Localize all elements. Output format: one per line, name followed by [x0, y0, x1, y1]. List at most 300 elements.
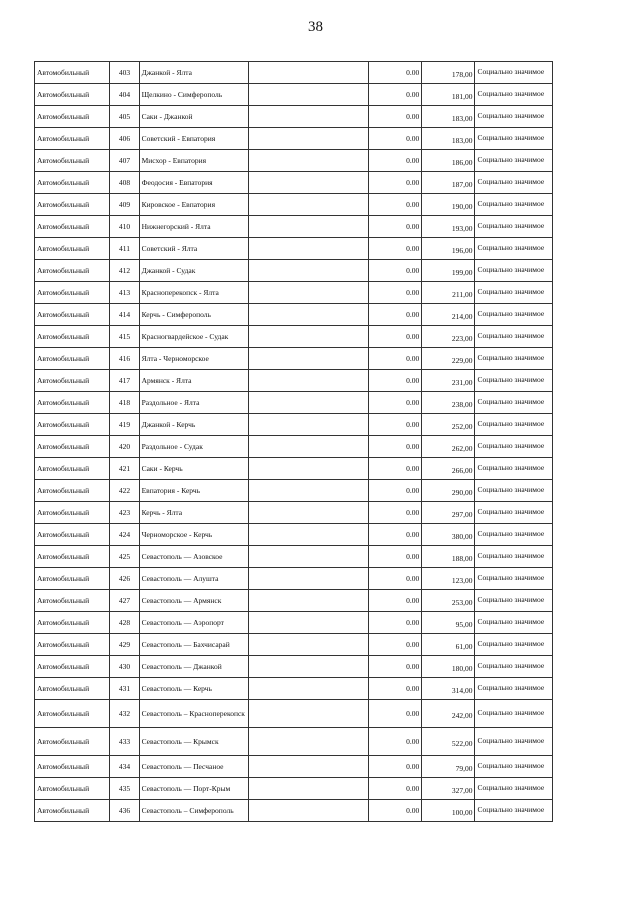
value-1-cell: 0.00	[368, 728, 421, 756]
status-cell: Социально значимое	[475, 700, 553, 728]
table-row	[35, 282, 553, 304]
transport-type-cell: Автомобильный	[35, 546, 110, 568]
table-row	[35, 304, 553, 326]
value-1-cell: 0.00	[368, 260, 421, 282]
route-name-cell: Саки - Джанкой	[139, 106, 249, 128]
status-cell: Социально значимое	[475, 370, 553, 392]
value-1-cell: 0.00	[368, 282, 421, 304]
route-name-cell: Щелкино - Симферополь	[139, 84, 249, 106]
value-1-cell: 0.00	[368, 238, 421, 260]
value-2-cell	[422, 414, 475, 436]
transport-type-cell: Автомобильный	[35, 106, 110, 128]
empty-cell	[249, 282, 369, 304]
empty-cell	[249, 458, 369, 480]
route-name-cell: Севастополь — Крымск	[139, 728, 249, 756]
empty-cell	[249, 414, 369, 436]
value-1-cell: 0.00	[368, 304, 421, 326]
route-number-cell: 418	[110, 392, 139, 414]
value-2-cell	[422, 480, 475, 502]
empty-cell	[249, 502, 369, 524]
empty-cell	[249, 172, 369, 194]
value-1-cell: 0.00	[368, 612, 421, 634]
table-row	[35, 84, 553, 106]
status-cell: Социально значимое	[475, 524, 553, 546]
transport-type-cell: Автомобильный	[35, 326, 110, 348]
value-2-cell	[422, 282, 475, 304]
value-2-cell	[422, 634, 475, 656]
transport-type-cell: Автомобильный	[35, 260, 110, 282]
status-cell: Социально значимое	[475, 216, 553, 238]
value-1-cell: 0.00	[368, 700, 421, 728]
empty-cell	[249, 634, 369, 656]
transport-type-cell: Автомобильный	[35, 414, 110, 436]
value-1-cell: 0.00	[368, 756, 421, 778]
value-2-cell	[422, 800, 475, 822]
value-2-text: 180,00	[451, 664, 473, 673]
empty-cell	[249, 524, 369, 546]
status-cell: Социально значимое	[475, 194, 553, 216]
value-1-cell: 0.00	[368, 590, 421, 612]
route-name-cell: Кировское - Евпатория	[139, 194, 249, 216]
value-2-text: 522,00	[451, 739, 473, 748]
value-2-text: 252,00	[451, 422, 473, 431]
value-1-cell: 0.00	[368, 128, 421, 150]
route-name-cell: Раздольное - Ялта	[139, 392, 249, 414]
value-2-cell	[422, 106, 475, 128]
empty-cell	[249, 194, 369, 216]
route-name-cell: Нижнегорский - Ялта	[139, 216, 249, 238]
table-row	[35, 612, 553, 634]
transport-type-cell: Автомобильный	[35, 238, 110, 260]
table-row	[35, 348, 553, 370]
value-2-text: 61,00	[455, 642, 473, 651]
value-2-cell	[422, 728, 475, 756]
value-2-cell	[422, 778, 475, 800]
value-2-cell	[422, 128, 475, 150]
value-2-text: 100,00	[451, 808, 473, 817]
transport-type-cell: Автомобильный	[35, 728, 110, 756]
route-number-cell: 435	[110, 778, 139, 800]
transport-type-cell: Автомобильный	[35, 304, 110, 326]
status-cell: Социально значимое	[475, 678, 553, 700]
value-1-cell: 0.00	[368, 458, 421, 480]
empty-cell	[249, 62, 369, 84]
value-1-cell: 0.00	[368, 480, 421, 502]
status-cell: Социально значимое	[475, 128, 553, 150]
value-2-text: 242,00	[451, 711, 473, 720]
table-row	[35, 590, 553, 612]
status-cell: Социально значимое	[475, 568, 553, 590]
table-row	[35, 260, 553, 282]
value-1-cell: 0.00	[368, 634, 421, 656]
value-2-cell	[422, 172, 475, 194]
transport-type-cell: Автомобильный	[35, 800, 110, 822]
value-2-text: 211,00	[452, 290, 473, 299]
value-2-cell	[422, 348, 475, 370]
value-2-text: 231,00	[451, 378, 473, 387]
status-cell: Социально значимое	[475, 282, 553, 304]
table-row	[35, 392, 553, 414]
table-row	[35, 150, 553, 172]
route-name-cell: Керчь - Симферополь	[139, 304, 249, 326]
status-cell: Социально значимое	[475, 480, 553, 502]
status-cell: Социально значимое	[475, 326, 553, 348]
status-cell: Социально значимое	[475, 436, 553, 458]
status-cell: Социально значимое	[475, 778, 553, 800]
value-2-cell	[422, 612, 475, 634]
route-name-cell: Черноморское - Керчь	[139, 524, 249, 546]
transport-type-cell: Автомобильный	[35, 590, 110, 612]
table-row	[35, 568, 553, 590]
value-2-text: 380,00	[451, 532, 473, 541]
routes-table	[34, 61, 553, 822]
table-row	[35, 800, 553, 822]
status-cell: Социально значимое	[475, 172, 553, 194]
value-2-text: 178,00	[451, 70, 473, 79]
empty-cell	[249, 106, 369, 128]
transport-type-cell: Автомобильный	[35, 756, 110, 778]
transport-type-cell: Автомобильный	[35, 480, 110, 502]
table-row	[35, 778, 553, 800]
value-2-cell	[422, 304, 475, 326]
value-1-cell: 0.00	[368, 326, 421, 348]
table-row	[35, 326, 553, 348]
route-name-cell: Севастополь — Аэропорт	[139, 612, 249, 634]
status-cell: Социально значимое	[475, 150, 553, 172]
empty-cell	[249, 370, 369, 392]
table-row	[35, 656, 553, 678]
value-1-cell: 0.00	[368, 216, 421, 238]
value-1-cell: 0.00	[368, 436, 421, 458]
value-1-cell: 0.00	[368, 800, 421, 822]
value-1-cell: 0.00	[368, 778, 421, 800]
table-row	[35, 216, 553, 238]
route-number-cell: 419	[110, 414, 139, 436]
status-cell: Социально значимое	[475, 756, 553, 778]
value-2-cell	[422, 700, 475, 728]
route-name-cell: Феодосия - Евпатория	[139, 172, 249, 194]
table-row	[35, 172, 553, 194]
route-name-cell: Красноперекопск - Ялта	[139, 282, 249, 304]
route-name-cell: Раздольное - Судак	[139, 436, 249, 458]
value-2-text: 238,00	[451, 400, 473, 409]
route-name-cell: Севастополь — Керчь	[139, 678, 249, 700]
value-2-cell	[422, 502, 475, 524]
empty-cell	[249, 756, 369, 778]
value-1-cell: 0.00	[368, 392, 421, 414]
empty-cell	[249, 150, 369, 172]
transport-type-cell: Автомобильный	[35, 436, 110, 458]
transport-type-cell: Автомобильный	[35, 84, 110, 106]
route-number-cell: 414	[110, 304, 139, 326]
status-cell: Социально значимое	[475, 392, 553, 414]
transport-type-cell: Автомобильный	[35, 194, 110, 216]
empty-cell	[249, 728, 369, 756]
transport-type-cell: Автомобильный	[35, 458, 110, 480]
empty-cell	[249, 348, 369, 370]
empty-cell	[249, 260, 369, 282]
empty-cell	[249, 216, 369, 238]
route-number-cell: 433	[110, 728, 139, 756]
status-cell: Социально значимое	[475, 590, 553, 612]
routes-table-body	[35, 62, 553, 822]
value-1-cell: 0.00	[368, 546, 421, 568]
value-1-cell: 0.00	[368, 172, 421, 194]
value-2-text: 297,00	[451, 510, 473, 519]
route-number-cell: 423	[110, 502, 139, 524]
transport-type-cell: Автомобильный	[35, 128, 110, 150]
status-cell: Социально значимое	[475, 502, 553, 524]
value-2-text: 266,00	[451, 466, 473, 475]
empty-cell	[249, 700, 369, 728]
value-2-cell	[422, 458, 475, 480]
value-2-text: 214,00	[451, 312, 473, 321]
empty-cell	[249, 612, 369, 634]
table-row	[35, 678, 553, 700]
transport-type-cell: Автомобильный	[35, 524, 110, 546]
route-name-cell: Севастополь – Симферополь	[139, 800, 249, 822]
transport-type-cell: Автомобильный	[35, 370, 110, 392]
table-row	[35, 546, 553, 568]
route-number-cell: 429	[110, 634, 139, 656]
route-name-cell: Мисхор - Евпатория	[139, 150, 249, 172]
status-cell: Социально значимое	[475, 546, 553, 568]
table-row	[35, 194, 553, 216]
route-name-cell: Ялта - Черноморское	[139, 348, 249, 370]
status-cell: Социально значимое	[475, 84, 553, 106]
transport-type-cell: Автомобильный	[35, 700, 110, 728]
route-name-cell: Севастополь — Бахчисарай	[139, 634, 249, 656]
route-number-cell: 403	[110, 62, 139, 84]
route-name-cell: Джанкой - Ялта	[139, 62, 249, 84]
route-number-cell: 434	[110, 756, 139, 778]
table-row	[35, 436, 553, 458]
value-2-text: 223,00	[451, 334, 473, 343]
transport-type-cell: Автомобильный	[35, 778, 110, 800]
status-cell: Социально значимое	[475, 656, 553, 678]
value-2-cell	[422, 546, 475, 568]
status-cell: Социально значимое	[475, 304, 553, 326]
empty-cell	[249, 128, 369, 150]
route-name-cell: Севастополь — Азовское	[139, 546, 249, 568]
route-name-cell: Советский - Ялта	[139, 238, 249, 260]
value-1-cell: 0.00	[368, 502, 421, 524]
value-2-text: 186,00	[451, 158, 473, 167]
value-2-text: 181,00	[451, 92, 473, 101]
status-cell: Социально значимое	[475, 634, 553, 656]
route-name-cell: Севастополь — Армянск	[139, 590, 249, 612]
transport-type-cell: Автомобильный	[35, 656, 110, 678]
status-cell: Социально значимое	[475, 62, 553, 84]
table-row	[35, 634, 553, 656]
value-2-cell	[422, 678, 475, 700]
value-2-text: 327,00	[451, 786, 473, 795]
value-2-text: 199,00	[451, 268, 473, 277]
table-row	[35, 480, 553, 502]
route-name-cell: Красногвардейское - Судак	[139, 326, 249, 348]
route-number-cell: 407	[110, 150, 139, 172]
route-name-cell: Севастополь — Песчаное	[139, 756, 249, 778]
route-number-cell: 410	[110, 216, 139, 238]
transport-type-cell: Автомобильный	[35, 392, 110, 414]
route-number-cell: 409	[110, 194, 139, 216]
route-name-cell: Саки - Керчь	[139, 458, 249, 480]
route-name-cell: Севастополь – Красноперекопск	[139, 700, 249, 728]
route-number-cell: 416	[110, 348, 139, 370]
status-cell: Социально значимое	[475, 414, 553, 436]
value-2-text: 253,00	[451, 598, 473, 607]
value-1-cell: 0.00	[368, 568, 421, 590]
value-1-cell: 0.00	[368, 678, 421, 700]
value-2-text: 262,00	[451, 444, 473, 453]
status-cell: Социально значимое	[475, 458, 553, 480]
value-1-cell: 0.00	[368, 106, 421, 128]
empty-cell	[249, 778, 369, 800]
route-number-cell: 436	[110, 800, 139, 822]
empty-cell	[249, 326, 369, 348]
transport-type-cell: Автомобильный	[35, 282, 110, 304]
route-name-cell: Джанкой - Керчь	[139, 414, 249, 436]
value-2-cell	[422, 62, 475, 84]
route-number-cell: 406	[110, 128, 139, 150]
route-name-cell: Севастополь — Джанкой	[139, 656, 249, 678]
page-number: 38	[308, 19, 323, 35]
route-number-cell: 420	[110, 436, 139, 458]
route-name-cell: Советский - Евпатория	[139, 128, 249, 150]
route-number-cell: 432	[110, 700, 139, 728]
table-row	[35, 62, 553, 84]
route-number-cell: 431	[110, 678, 139, 700]
route-number-cell: 405	[110, 106, 139, 128]
value-2-text: 183,00	[451, 114, 473, 123]
empty-cell	[249, 238, 369, 260]
status-cell: Социально значимое	[475, 106, 553, 128]
route-number-cell: 411	[110, 238, 139, 260]
table-row	[35, 458, 553, 480]
value-2-text: 290,00	[451, 488, 473, 497]
transport-type-cell: Автомобильный	[35, 62, 110, 84]
route-number-cell: 422	[110, 480, 139, 502]
value-1-cell: 0.00	[368, 414, 421, 436]
route-name-cell: Керчь - Ялта	[139, 502, 249, 524]
route-number-cell: 430	[110, 656, 139, 678]
value-2-cell	[422, 260, 475, 282]
value-2-text: 79,00	[455, 764, 473, 773]
route-name-cell: Севастополь — Алушта	[139, 568, 249, 590]
value-1-cell: 0.00	[368, 656, 421, 678]
value-2-text: 196,00	[451, 246, 473, 255]
table-row	[35, 502, 553, 524]
value-1-cell: 0.00	[368, 150, 421, 172]
value-2-cell	[422, 216, 475, 238]
route-number-cell: 421	[110, 458, 139, 480]
value-2-text: 190,00	[451, 202, 473, 211]
empty-cell	[249, 568, 369, 590]
value-2-text: 188,00	[451, 554, 473, 563]
table-row	[35, 106, 553, 128]
status-cell: Социально значимое	[475, 728, 553, 756]
value-2-cell	[422, 568, 475, 590]
value-1-cell: 0.00	[368, 370, 421, 392]
value-2-cell	[422, 436, 475, 458]
empty-cell	[249, 656, 369, 678]
transport-type-cell: Автомобильный	[35, 172, 110, 194]
value-2-cell	[422, 238, 475, 260]
transport-type-cell: Автомобильный	[35, 150, 110, 172]
value-2-cell	[422, 656, 475, 678]
status-cell: Социально значимое	[475, 800, 553, 822]
value-1-cell: 0.00	[368, 524, 421, 546]
route-number-cell: 413	[110, 282, 139, 304]
value-2-text: 229,00	[451, 356, 473, 365]
route-number-cell: 412	[110, 260, 139, 282]
value-2-text: 193,00	[451, 224, 473, 233]
table-row	[35, 728, 553, 756]
table-row	[35, 414, 553, 436]
route-name-cell: Севастополь — Порт-Крым	[139, 778, 249, 800]
value-2-cell	[422, 326, 475, 348]
status-cell: Социально значимое	[475, 612, 553, 634]
table-row	[35, 756, 553, 778]
value-2-cell	[422, 194, 475, 216]
status-cell: Социально значимое	[475, 238, 553, 260]
route-number-cell: 424	[110, 524, 139, 546]
value-2-cell	[422, 524, 475, 546]
empty-cell	[249, 304, 369, 326]
value-2-cell	[422, 150, 475, 172]
route-name-cell: Джанкой - Судак	[139, 260, 249, 282]
route-number-cell: 426	[110, 568, 139, 590]
table-row	[35, 700, 553, 728]
route-name-cell: Армянск - Ялта	[139, 370, 249, 392]
route-number-cell: 425	[110, 546, 139, 568]
value-2-cell	[422, 370, 475, 392]
table-row	[35, 524, 553, 546]
value-2-text: 314,00	[451, 686, 473, 695]
value-1-cell: 0.00	[368, 62, 421, 84]
empty-cell	[249, 436, 369, 458]
route-number-cell: 417	[110, 370, 139, 392]
value-2-cell	[422, 756, 475, 778]
transport-type-cell: Автомобильный	[35, 216, 110, 238]
transport-type-cell: Автомобильный	[35, 348, 110, 370]
value-1-cell: 0.00	[368, 84, 421, 106]
table-row	[35, 370, 553, 392]
route-number-cell: 404	[110, 84, 139, 106]
table-row	[35, 128, 553, 150]
value-1-cell: 0.00	[368, 194, 421, 216]
empty-cell	[249, 800, 369, 822]
route-number-cell: 408	[110, 172, 139, 194]
empty-cell	[249, 678, 369, 700]
transport-type-cell: Автомобильный	[35, 612, 110, 634]
empty-cell	[249, 480, 369, 502]
status-cell: Социально значимое	[475, 260, 553, 282]
value-2-cell	[422, 84, 475, 106]
transport-type-cell: Автомобильный	[35, 678, 110, 700]
route-name-cell: Евпатория - Керчь	[139, 480, 249, 502]
value-2-text: 183,00	[451, 136, 473, 145]
empty-cell	[249, 84, 369, 106]
empty-cell	[249, 392, 369, 414]
empty-cell	[249, 590, 369, 612]
value-2-cell	[422, 590, 475, 612]
transport-type-cell: Автомобильный	[35, 568, 110, 590]
value-2-cell	[422, 392, 475, 414]
empty-cell	[249, 546, 369, 568]
value-2-text: 187,00	[451, 180, 473, 189]
route-number-cell: 428	[110, 612, 139, 634]
